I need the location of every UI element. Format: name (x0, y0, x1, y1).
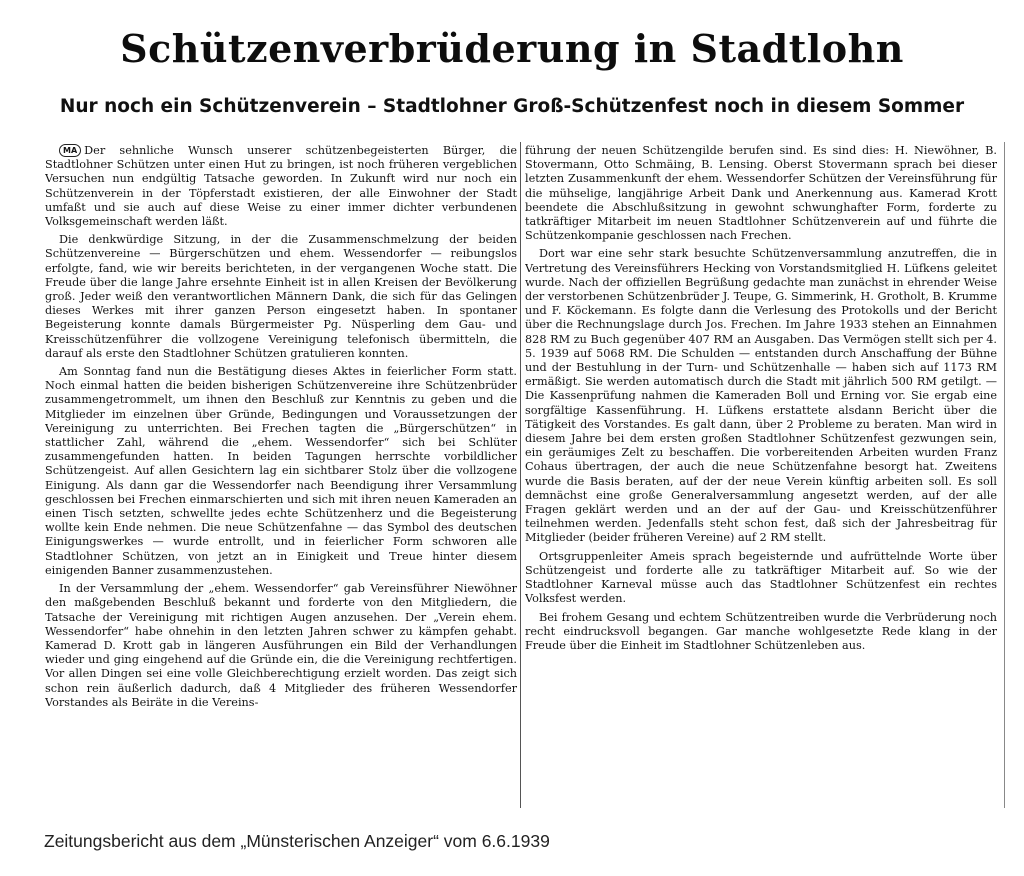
paragraph: Bei frohem Gesang und echtem Schützentreiben wurde die Verbrüderung noch recht eindrucksvoll begangen. Gar manche wohlgesetzte Rede klang in der Freude über die Einheit im Stadtlohner Schützenleben aus. (525, 610, 997, 652)
clipping-edge (1004, 142, 1005, 808)
paragraph-text: Der sehnliche Wunsch unserer schützenbegeisterten Bürger, die Stadtlohner Schützen unter einen Hut zu bringen, ist noch früheren vergeblichen Versuchen nun endgültig Tatsache geworden. In Zukunft wird nur noch ein Schützenverein in der Töpferstadt existieren, der alle Einwohner der Stadt umfaßt und sie auch auf diese Weise zu einer immer dichter verbundenen Volksgemeinschaft werden läßt. (45, 144, 517, 229)
agency-badge: MA (59, 144, 81, 157)
column-divider (520, 142, 521, 808)
paragraph: Ortsgruppenleiter Ameis sprach begeisternde und aufrüttelnde Worte über Schützengeist und forderte alle zu tatkräftiger Mitarbeit auf. So wie der Stadtlohner Karneval müsse auch das Stadtlohner Schützenfest ein rechtes Volksfest werden. (525, 549, 997, 606)
caption: Zeitungsbericht aus dem „Münsterischen Anzeiger“ vom 6.6.1939 (44, 831, 550, 851)
paragraph: In der Versammlung der „ehem. Wessendorfer“ gab Vereinsführer Niewöhner den maßgebenden Beschluß bekannt und forderte von den Mitgliedern, die Tatsache der Vereinigung mit richtigen Augen anzusehen. Der „Verein ehem. Wessendorfer“ habe ohnehin in den letzten Jahren schwer zu kämpfen gehabt. Kamerad D. Krott gab in längeren Ausführungen ein Bild der Verhandlungen wieder und ging eingehend auf die Gründe ein, die die Vereinigung rechtfertigen. Vor allen Dingen sei eine volle Gleichberechtigung erzielt worden. Das zeigt sich schon rein äußerlich dadurch, daß 4 Mitglieder des früheren Wessendorfer Vorstandes als Beiräte in die Vereins- (45, 582, 517, 709)
subheadline: Nur noch ein Schützenverein – Stadtlohner Groß-Schützenfest noch in diesem Sommer (59, 96, 965, 117)
paragraph: Die denkwürdige Sitzung, in der die Zusammenschmelzung der beiden Schützenvereine — Bürgerschützen und ehem. Wessendorfer — reibungslos erfolgte, fand, wie wir bereits berichteten, in der vergangenen Woche statt. Die Freude über die lange Jahre ersehnte Einheit ist in allen Kreisen der Bevölkerung groß. Jeder weiß den verantwortlichen Männern Dank, die sich für das Gelingen dieses Werkes mit ihrer ganzen Person eingesetzt haben. In spontaner Begeisterung konnte damals Bürgermeister Pg. Nüsperling dem Gau- und Kreisschützenführer die vollzogene Vereinigung telefonisch übermitteln, die darauf als erste den Stadtlohner Schützen gratulieren konnten. (45, 233, 517, 360)
right-column (525, 144, 997, 816)
left-column (45, 144, 517, 816)
paragraph: führung der neuen Schützengilde berufen sind. Es sind dies: H. Niewöhner, B. Stovermann, Otto Schmäing, B. Lensing. Oberst Stovermann sprach bei dieser letzten Zusammenkunft der ehem. Wessendorfer Schützen der Vereinsführung für die mühselige, langjährige Arbeit Dank und Anerkennung aus. Kamerad Krott beendete die Abschlußsitzung in gewohnt schwunghafter Form, forderte zu tatkräftiger Mitarbeit im neuen Stadtlohner Schützenverein auf und führte die Schützenkompanie geschlossen nach Frechen. (525, 144, 997, 243)
paragraph: Dort war eine sehr stark besuchte Schützenversammlung anzutreffen, die in Vertretung des Vereinsführers Hecking von Vorstandsmitglied H. Lüfkens geleitet wurde. Nach der offiziellen Begrüßung gedachte man zunächst in ehrender Weise der verstorbenen Schützenbrüder J. Teupe, G. Simmerink, H. Grotholt, B. Krumme und F. Köckemann. Es folgte dann die Verlesung des Protokolls und der Bericht über die Rechnungslage durch Jos. Frechen. Im Jahre 1933 stehen an Einnahmen 828 RM zu Buch gegenüber 407 RM an Ausgaben. Das Vermögen stellt sich per 4. 5. 1939 auf 5068 RM. Die Schulden — entstanden durch Anschaffung der Bühne und der Bestuhlung in der Turn- und Schützenhalle — haben sich auf 1173 RM ermäßigt. Sie werden automatisch durch die Stadt mit jährlich 500 RM getilgt. — Die Kassenprüfung nahmen die Kameraden Boll und Erning vor. Sie ergab eine sorgfältige Kassenführung. H. Lüfkens erstattete alsdann Bericht über die Tätigkeit des Vorstandes. Es galt dann, über 2 Probleme zu beraten. Man wird in diesem Jahre bei dem ersten großen Stadtlohner Schützenfest gezwungen sein, ein geräumiges Zelt zu beschaffen. Die vorbereitenden Arbeiten wurden Franz Cohaus übertragen, der auch die neue Schützenfahne besorgt hat. Zweitens wurde die Basis beraten, auf der der neue Verein künftig arbeiten soll. Es soll demnächst eine große Generalversammlung angesetzt werden, auf der alle Fragen geklärt werden und an der auf der Gau- und Kreisschützenführer teilnehmen werden. Jedenfalls steht schon fest, daß sich der Jahresbeitrag für Mitglieder (beider früheren Vereine) auf 2 RM stellt. (525, 247, 997, 545)
headline: Schützenverbrüderung in Stadtlohn (120, 26, 904, 71)
paragraph (45, 144, 517, 229)
paragraph: Am Sonntag fand nun die Bestätigung dieses Aktes in feierlicher Form statt. Noch einmal hatten die beiden bisherigen Schützenvereine ihre Schützenbrüder zusammengetrommelt, um ihnen den Beschluß zur Kenntnis zu geben und die Mitglieder im einzelnen über Gründe, Bedingungen und Voraussetzungen der Vereinigung zu unterrichten. Bei Frechen tagten die „Bürgerschützen“ in stattlicher Zahl, während die „ehem. Wessendorfer“ sich bei Schlüter zusammengefunden hatten. In beiden Tagungen herrschte vorbildlicher Schützengeist. Auf allen Gesichtern lag ein sichtbarer Stolz über die vollzogene Einigung. Als dann gar die Wessendorfer nach Beendigung ihrer Versammlung geschlossen bei Frechen einmarschierten und sich mit ihren neuen Kameraden an einen Tisch setzten, schwellte jedes echte Schützenherz und die Begeisterung wollte kein Ende nehmen. Die neue Schützenfahne — das Symbol des deutschen Einigungswerkes — wurde entrollt, und in feierlicher Form schworen alle Stadtlohner Schützen, von jetzt an in Einigkeit und Treue hinter diesem einigenden Banner zusammenzustehen. (45, 365, 517, 577)
